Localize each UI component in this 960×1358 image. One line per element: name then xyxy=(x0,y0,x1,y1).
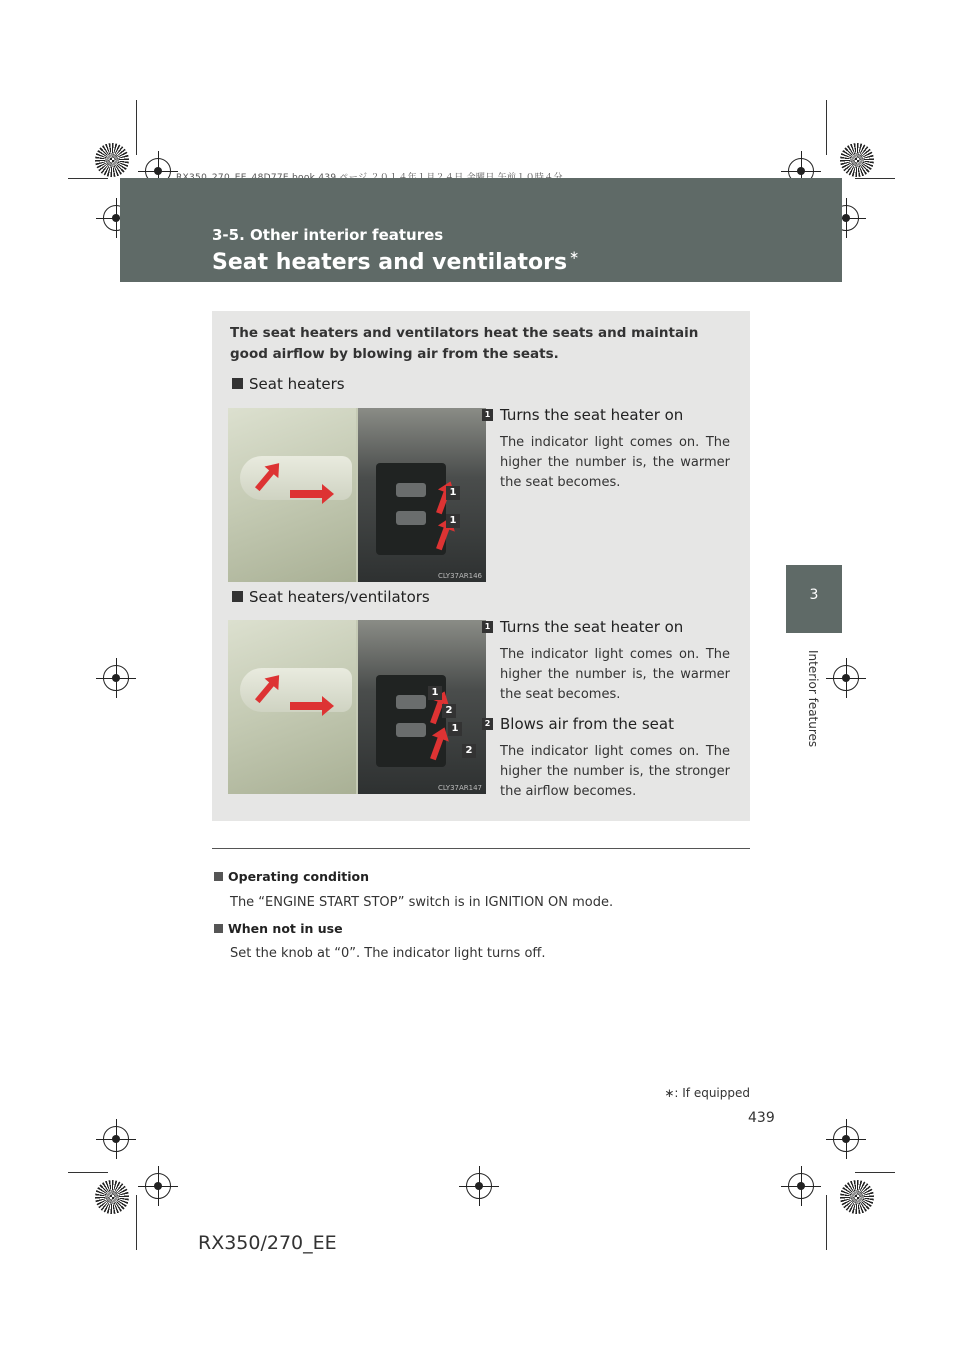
section-label: 3-5. Other interior features xyxy=(212,226,444,244)
model-code: RX350/270_EE xyxy=(198,1232,337,1254)
page-title xyxy=(212,248,579,275)
divider xyxy=(212,848,750,849)
note-body: The “ENGINE START STOP” switch is in IGNITION ON mode. xyxy=(230,895,614,910)
footnote: ∗: If equipped xyxy=(664,1086,750,1100)
number-tag-icon: 2 xyxy=(482,718,493,730)
instruction-title xyxy=(483,405,730,425)
intro-text: The seat heaters and ventilators heat the seats and maintain good airflow by blowing air from the seats. xyxy=(230,325,699,362)
section-heading-seat-heaters xyxy=(232,375,345,393)
registration-mark xyxy=(788,1173,814,1199)
heater-knob xyxy=(396,723,426,737)
seat-ventilator-illustration xyxy=(228,620,486,794)
square-bullet-icon xyxy=(232,591,243,602)
page-number: 439 xyxy=(748,1110,775,1126)
console-switch-panel xyxy=(376,463,446,555)
registration-star-top-right xyxy=(840,143,874,177)
instruction-item xyxy=(484,405,730,493)
instruction-description: The indicator light comes on. The higher the number is, the stronger the airflow becomes. xyxy=(500,744,730,799)
callout-tag: 2 xyxy=(462,744,476,758)
red-arrow-icon xyxy=(290,702,324,710)
registration-star-bottom-left xyxy=(95,1180,129,1214)
page-header xyxy=(120,178,842,282)
chapter-label-text: Interior features xyxy=(806,650,820,748)
crop-line xyxy=(855,178,895,179)
crop-line xyxy=(855,1172,895,1173)
callout-tag: 2 xyxy=(442,704,456,718)
crop-line xyxy=(826,1195,827,1250)
section-heading-text: Seat heaters xyxy=(249,375,345,393)
crop-line xyxy=(136,100,137,155)
registration-mark xyxy=(466,1173,492,1199)
callout-tag: 1 xyxy=(448,722,462,736)
instruction-description: The indicator light comes on. The higher the number is, the warmer the seat becomes. xyxy=(500,647,730,702)
note-heading-text: Operating condition xyxy=(228,869,369,884)
registration-star-bottom-right xyxy=(840,1180,874,1214)
crop-line xyxy=(826,100,827,155)
chapter-label xyxy=(780,650,850,750)
instruction-title-text: Turns the seat heater on xyxy=(500,618,684,636)
seat-heater-illustration xyxy=(228,408,486,582)
crop-line xyxy=(136,1195,137,1250)
instruction-title xyxy=(483,714,730,734)
note-heading-text: When not in use xyxy=(228,921,343,936)
heater-knob xyxy=(396,511,426,525)
square-bullet-icon xyxy=(214,872,223,881)
registration-mark xyxy=(833,1126,859,1152)
registration-mark xyxy=(103,665,129,691)
section-heading-text: Seat heaters/ventilators xyxy=(249,588,430,606)
square-bullet-icon xyxy=(232,378,243,389)
callout-tag: 1 xyxy=(446,514,460,528)
registration-star-top-left xyxy=(95,143,129,177)
callout-tag: 1 xyxy=(446,486,460,500)
page-title-text: Seat heaters and ventilators xyxy=(212,250,568,275)
red-arrow-icon xyxy=(290,490,324,498)
heater-knob xyxy=(396,695,426,709)
instruction-title xyxy=(483,617,730,637)
instruction-item xyxy=(484,714,730,802)
instruction-title-text: Blows air from the seat xyxy=(500,715,674,733)
image-code: CLY37AR146 xyxy=(437,572,482,580)
number-tag-icon: 1 xyxy=(482,409,493,421)
instruction-title-text: Turns the seat heater on xyxy=(500,406,684,424)
callout-tag: 1 xyxy=(428,686,442,700)
instruction-description: The indicator light comes on. The higher the number is, the warmer the seat becomes. xyxy=(500,435,730,490)
heater-knob xyxy=(396,483,426,497)
registration-mark xyxy=(103,1126,129,1152)
note-heading xyxy=(214,921,343,936)
square-bullet-icon xyxy=(214,924,223,933)
seat-image xyxy=(228,620,356,794)
image-code: CLY37AR147 xyxy=(437,784,482,792)
chapter-tab: 3 xyxy=(786,565,842,633)
instruction-item xyxy=(484,617,730,705)
note-body: Set the knob at “0”. The indicator light turns off. xyxy=(230,946,546,961)
registration-mark xyxy=(145,1173,171,1199)
crop-line xyxy=(68,178,108,179)
note-heading xyxy=(214,869,369,884)
crop-line xyxy=(68,1172,108,1173)
content-panel xyxy=(212,311,750,821)
equipped-mark: ∗ xyxy=(569,248,580,262)
seat-image xyxy=(228,408,356,582)
section-heading-seat-heaters-ventilators xyxy=(232,588,430,606)
number-tag-icon: 1 xyxy=(482,621,493,633)
